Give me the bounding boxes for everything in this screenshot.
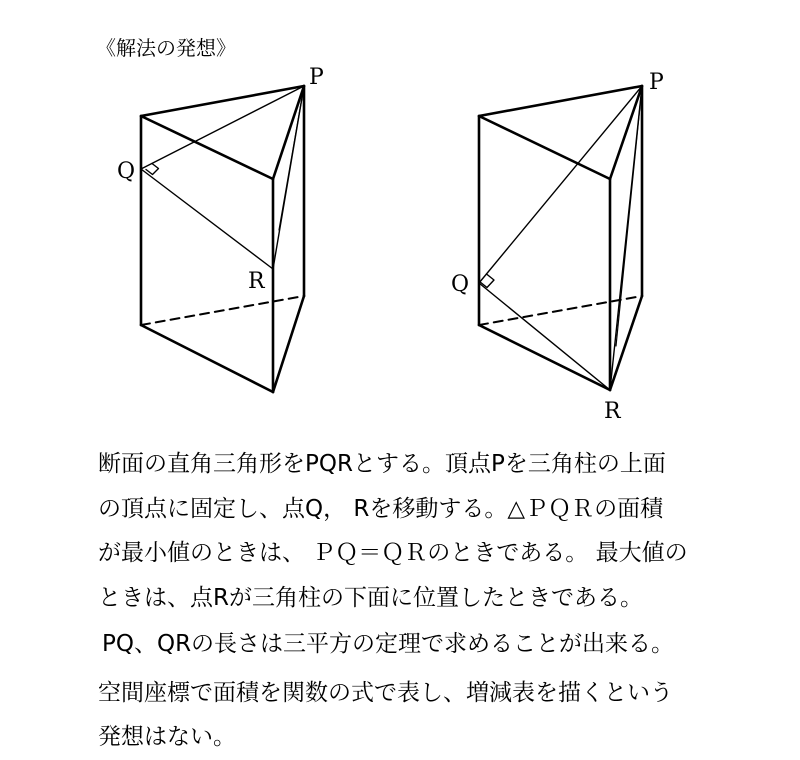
- left-label-q: Q: [117, 159, 136, 184]
- right-label-p: P: [649, 70, 664, 95]
- left-prism: [141, 86, 304, 392]
- paragraph-1-line: が最小値のときは、 ＰＱ＝ＱＲのときである。 最大値の: [98, 540, 688, 566]
- left-bottom-edge-right: [273, 296, 304, 392]
- right-segment-pq: [479, 86, 642, 283]
- paragraph-3: [98, 671, 788, 760]
- left-top-edge-back: [141, 86, 304, 116]
- paragraph-1-line: の頂点に固定し、点Q， Rを移動する。△ＰＱＲの面積: [98, 495, 664, 522]
- paragraph-2: [98, 622, 788, 667]
- right-prism: [479, 86, 642, 390]
- left-top-edge-front: [141, 116, 273, 179]
- paragraph-3-line: 空間座標で面積を関数の式で表し、増減表を描くという: [98, 679, 673, 706]
- left-bottom-edge-front: [141, 325, 273, 392]
- paragraph-2-line: PQ、QRの長さは三平方の定理で求めることが出来る。: [102, 631, 675, 657]
- explanation-text: [98, 442, 788, 760]
- right-bottom-edge-front: [479, 325, 610, 390]
- left-segment-qr: [141, 169, 273, 269]
- right-label-q: Q: [451, 272, 470, 297]
- right-segment-qr: [479, 283, 610, 390]
- left-segment-pr-inner: [279, 86, 304, 230]
- left-label-r: R: [248, 269, 265, 294]
- right-label-r: R: [604, 399, 621, 424]
- heading: 《解法の発想》: [96, 36, 236, 60]
- left-label-p: P: [309, 65, 324, 90]
- left-bottom-edge-hidden: [141, 296, 304, 325]
- paragraph-1-line: ときは、点Rが三角柱の下面に位置したときである。: [98, 584, 643, 611]
- paragraph-1: [98, 442, 788, 620]
- paragraph-1-line: 断面の直角三角形をPQRとする。頂点Pを三角柱の上面: [98, 451, 666, 477]
- paragraph-3-line: 発想はない。: [98, 724, 236, 750]
- right-top-edge-back: [479, 86, 642, 116]
